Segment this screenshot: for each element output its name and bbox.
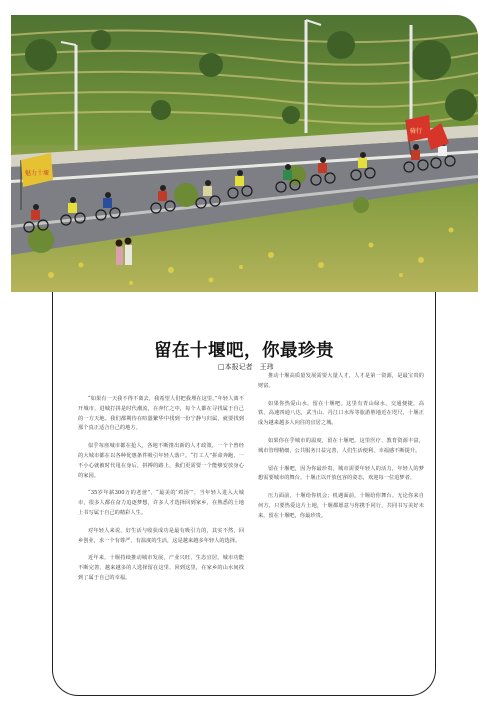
paragraph: 如果你热爱山水，留在十堰吧。这里有青山绿水，交通便捷，高铁、高速四通八达，武当山、丹江口水库等旅游胜地近在咫尺，十堰正成为越来越多人向往的宜居之城。 <box>258 400 424 427</box>
paragraph: 似乎每座城市都在抢人，各地不断推出新的人才政策，一个个曾经的大城市都在以各种优惠条件吸引年轻人落户。“打工人”拼命奔跑，一不小心就被时代甩在身后，拼搏的路上，我们更需要一个能够安放身心的家园。 <box>78 443 244 479</box>
paragraph: “35岁年薪300万的老爸”、“最美的‘鸡汤’”，当年轻人进入大城市，很多人都在奋力追逐梦想，许多人才选择回到家乡，在熟悉的土地上书写属于自己的精彩人生。 <box>78 490 244 516</box>
paragraph: 对年轻人来说，好生活与收获成功是最有吸引力的，其实不然，回乡创业，求一个有尊严、有温度的生活，这是越来越多年轻人的选择。 <box>78 527 244 544</box>
paragraph: 近年来，十堰持续推动城市发展，产业兴旺、生态宜居，城市功能不断完善，越来越多的人选择留在这里、回到这里，在家乡的山水间找到了属于自己的幸福。 <box>78 555 244 581</box>
article-column-left <box>78 395 244 592</box>
paragraph: 压力面前，十堰给你机会；机遇面前，十堰给你舞台。无论你来自何方，只要热爱这片土地，十堰都愿意与你携手同行，共同书写美好未来。留在十堰吧，你最珍贵。 <box>258 493 424 519</box>
paragraph: 留在十堰吧，因为你最珍贵。城市需要年轻人的活力，年轻人的梦想需要城市的舞台。十堰正以开放包容的姿态，欢迎每一位追梦者。 <box>258 465 424 482</box>
paragraph: “如果有一天我不得不离去，我希望人们把我埋在这里。”年轻人离不开城市，进城打拼是时代潮流，在奔忙之中，每个人都在寻找属于自己的一方天地。我们都期待在喧嚣繁华中找到一份宁静与归属，就要找到那个真正适合自己的地方。 <box>78 396 244 432</box>
paragraph: 如果你在乎城市的温度，留在十堰吧。这里医疗、教育资源丰富，城市管理精细，公共服务日益完善，人们生活便利，幸福感不断提升。 <box>258 437 424 454</box>
flag-text: 魅力十堰 <box>25 170 50 177</box>
paragraph: 推动十堰高质量发展需要大量人才，人才是第一资源，是最宝贵的财富。 <box>258 373 424 389</box>
article-title: 留在十堰吧，你最珍贵 <box>154 341 334 361</box>
article-column-right <box>258 372 424 530</box>
cycling-photo <box>11 15 478 292</box>
photo-illustration <box>11 15 478 292</box>
article-byline: □本报记者 王玮 <box>218 363 274 371</box>
banner-text: 骑行 <box>410 128 423 135</box>
